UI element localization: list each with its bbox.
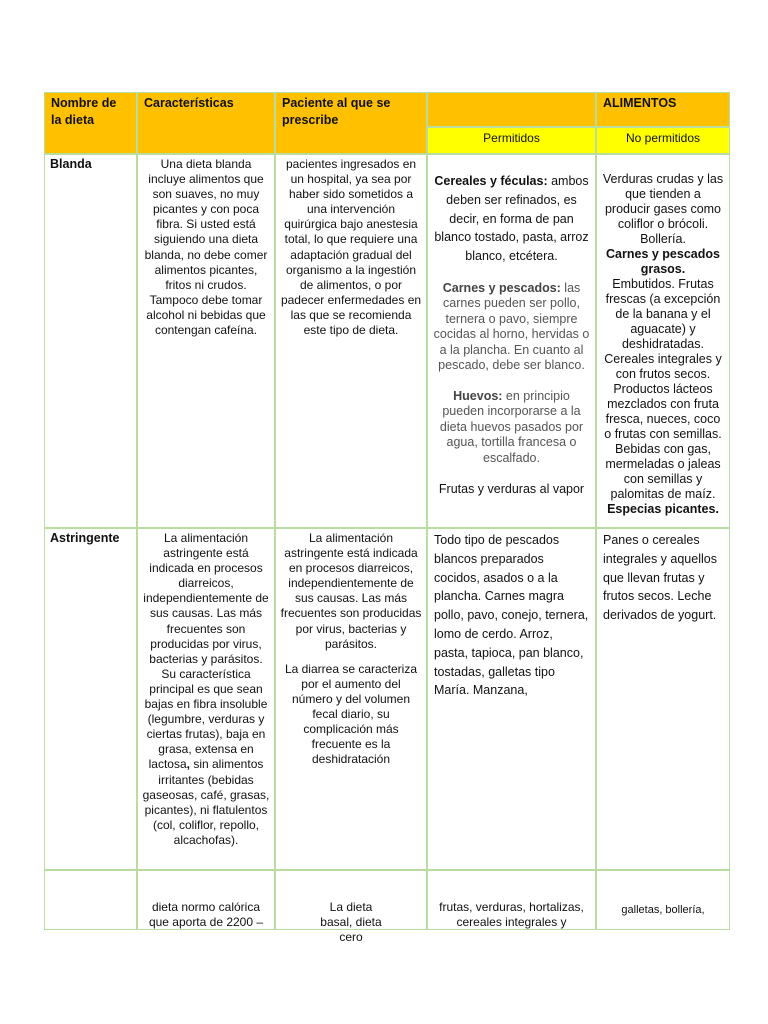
cereals-text: ambos deben ser refinados, es decir, en forma de pan blanco tostado, pasta, arroz blanco, etcétera.: [434, 174, 589, 263]
header-characteristics: [137, 92, 275, 154]
row-3-not-allowed: [596, 870, 730, 930]
header-foods: [596, 92, 730, 127]
characteristics-text-1: La alimentación astringente está indicada en procesos diarreicos, independientemente de sus causas. Las más frecuentes son producidas por virus, bacterias y parásitos.: [143, 531, 269, 666]
characteristics-comma: ,: [186, 757, 190, 772]
cereals-label: Cereales y féculas:: [434, 174, 548, 189]
row-astringente-characteristics: [137, 528, 275, 870]
not-allowed-text: galletas, bollería,: [621, 904, 705, 916]
diet-table: [44, 92, 730, 945]
header-allowed-label: Permitidos: [483, 131, 540, 145]
patient-text: La dieta basal, dieta cero: [320, 900, 382, 945]
allowed-text: frutas, verduras, hortalizas, cereales integrales y: [439, 900, 584, 930]
row-3-name: [44, 870, 137, 930]
row-astringente-not-allowed: [596, 528, 730, 870]
allowed-eggs: [432, 389, 591, 467]
header-not-allowed: [596, 127, 730, 154]
row-astringente-allowed: [427, 528, 596, 870]
eggs-text: en principio pueden incorporarse a la dieta huevos pasados por agua, tortilla francesa o escalfado.: [439, 388, 584, 465]
not-allowed-part2: Embutidos. Frutas frescas (a excepción de la banana y el aguacate) y deshidratadas. Cereales integrales y con frutos secos. Productos lácteos mezclados con fruta fresca, nueces, coco o frutas con semillas. Bebidas con gas, mermeladas o jaleas con semillas y palomitas de maíz.: [604, 277, 722, 501]
row-3-allowed: [427, 870, 596, 930]
diet-name: Blanda: [50, 157, 92, 171]
patient-text-1: La alimentación astringente está indicada en procesos diarreicos, independientemente de sus causas. Las más frecuentes son producidas por virus, bacterias y parásitos.: [280, 531, 422, 651]
characteristics-text: Una dieta blanda incluye alimentos que son suaves, no muy picantes y con poca fibra. Si usted está siguiendo una dieta blanda, no debe comer alimentos picantes, fritos ni crudos. Tampoco debe tomar alcohol ni bebidas que contengan cafeína.: [144, 157, 268, 338]
allowed-text: Todo tipo de pescados blancos preparados cocidos, asados o a la plancha. Carnes magra pollo, pavo, conejo, ternera, lomo de cerdo. Arroz, pasta, tapioca, pan blanco, tostadas, galletas tipo María. Manzana,: [434, 533, 589, 698]
diet-name: Astringente: [50, 531, 120, 545]
row-3-characteristics: [137, 870, 275, 930]
row-astringente-name: [44, 528, 137, 870]
row-blanda-name: [44, 154, 137, 528]
characteristics-text-2: Su característica principal es que sean bajas en fibra insoluble (legumbre, verduras y ciertas frutas), baja en grasa, extensa en lactosa: [144, 666, 268, 772]
characteristics-text: dieta normo calórica que aporta de 2200 –: [148, 900, 264, 930]
row-blanda-characteristics: [137, 154, 275, 528]
header-foods-label: ALIMENTOS: [603, 96, 677, 110]
header-empty: [427, 92, 596, 127]
eggs-label: Huevos:: [453, 388, 503, 403]
header-patient-label: Paciente al que se prescribe: [282, 96, 391, 127]
row-blanda-patient: [275, 154, 427, 528]
meats-label: Carnes y pescados:: [442, 280, 561, 295]
header-diet-name: [44, 92, 137, 154]
row-3-patient: [275, 870, 427, 945]
header-allowed: [427, 127, 596, 154]
allowed-fruits: Frutas y verduras al vapor: [438, 482, 585, 497]
not-allowed-text: Panes o cereales integrales y aquellos que llevan frutas y frutos secos. Leche derivados de yogurt.: [603, 533, 717, 623]
patient-text-2: La diarrea se caracteriza por el aumento del número y del volumen fecal diario, su complicación más frecuente es la deshidratación: [284, 661, 418, 767]
row-blanda-not-allowed: [596, 154, 730, 528]
allowed-meats: [432, 281, 591, 374]
characteristics-text-3: sin alimentos irritantes (bebidas gaseosas, café, grasas, picantes), ni flatulentos (col, coliflor, repollo, alcachofas).: [142, 757, 270, 847]
header-not-allowed-label: No permitidos: [625, 131, 701, 145]
header-diet-name-label: Nombre de la dieta: [51, 96, 117, 127]
not-allowed-part1: Verduras crudas y las que tienden a producir gases como coliflor o brócoli. Bollería.: [602, 172, 724, 246]
row-blanda-allowed: [427, 154, 596, 528]
patient-text: pacientes ingresados en un hospital, ya sea por haber sido sometidos a una intervención quirúrgica bajo anestesia total, lo que requiere una adaptación gradual del organismo a la ingestión de alimentos, o por padecer enfermedades en las que se recomienda este tipo de dieta.: [280, 157, 422, 338]
not-allowed-meats-label: Carnes y pescados grasos.: [606, 247, 720, 276]
header-characteristics-label: Características: [144, 96, 234, 110]
not-allowed-spices: Especias picantes.: [607, 502, 719, 516]
meats-text: las carnes pueden ser pollo, ternera o pavo, siempre cocidas al horno, hervidas o a la plancha. En cuanto al pescado, debe ser blanco.: [433, 280, 590, 373]
header-patient: [275, 92, 427, 154]
allowed-cereals: [432, 172, 591, 266]
row-astringente-patient: [275, 528, 427, 870]
paragraph-gap: [280, 652, 422, 662]
